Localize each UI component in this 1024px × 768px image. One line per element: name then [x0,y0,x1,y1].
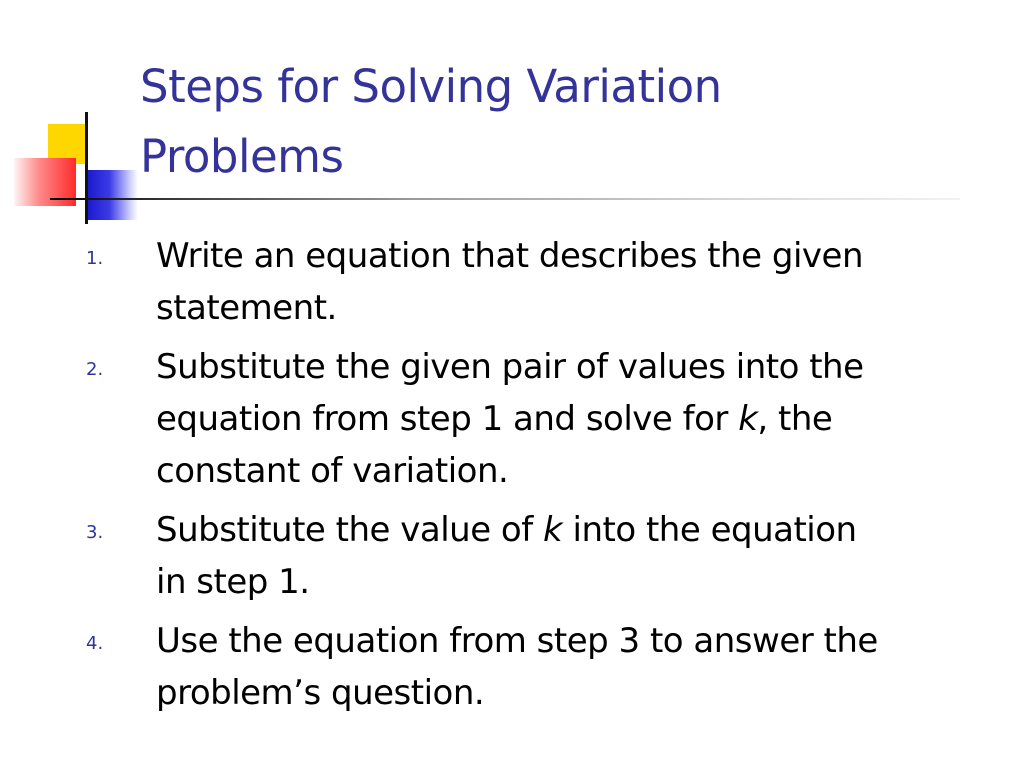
text-run: into the equation [562,510,857,550]
text-run: Use the equation from step 3 to answer the [156,621,878,661]
step-text [156,615,1010,719]
step-number: 1. [86,248,104,269]
slide-title [140,52,1000,192]
step-line [156,667,1010,719]
vertical-rule [85,112,88,224]
step-item [80,230,1010,334]
step-item [80,341,1010,497]
step-number: 2. [86,359,104,380]
step-number: 4. [86,633,104,654]
corner-decoration [0,0,160,240]
blue-gradient-decoration [86,170,138,220]
step-line [156,341,1010,393]
text-run: Substitute the given pair of values into the [156,347,864,387]
step-item [80,504,1010,608]
step-line [156,393,1010,445]
text-run: statement. [156,288,337,328]
text-run: equation from step 1 and solve for [156,399,739,439]
step-line [156,282,1010,334]
text-run: Substitute the value of [156,510,544,550]
steps-list [80,230,1010,726]
step-line [156,556,1010,608]
step-line [156,504,1010,556]
step-text [156,341,1010,497]
step-line [156,230,1010,282]
step-text [156,230,1010,334]
step-number: 3. [86,522,104,543]
variable-k: k [738,399,758,439]
step-line [156,445,1010,497]
text-run: Write an equation that describes the given [156,236,864,276]
title-line-1: Steps for Solving Variation [140,60,722,113]
text-run: , the [757,399,833,439]
step-line [156,615,1010,667]
text-run: constant of variation. [156,451,509,491]
variable-k: k [543,510,563,550]
text-run: in step 1. [156,562,310,602]
title-line-2: Problems [140,130,344,183]
step-text [156,504,1010,608]
title-underline-rule [50,198,960,200]
text-run: problem’s question. [156,673,485,713]
step-item [80,615,1010,719]
